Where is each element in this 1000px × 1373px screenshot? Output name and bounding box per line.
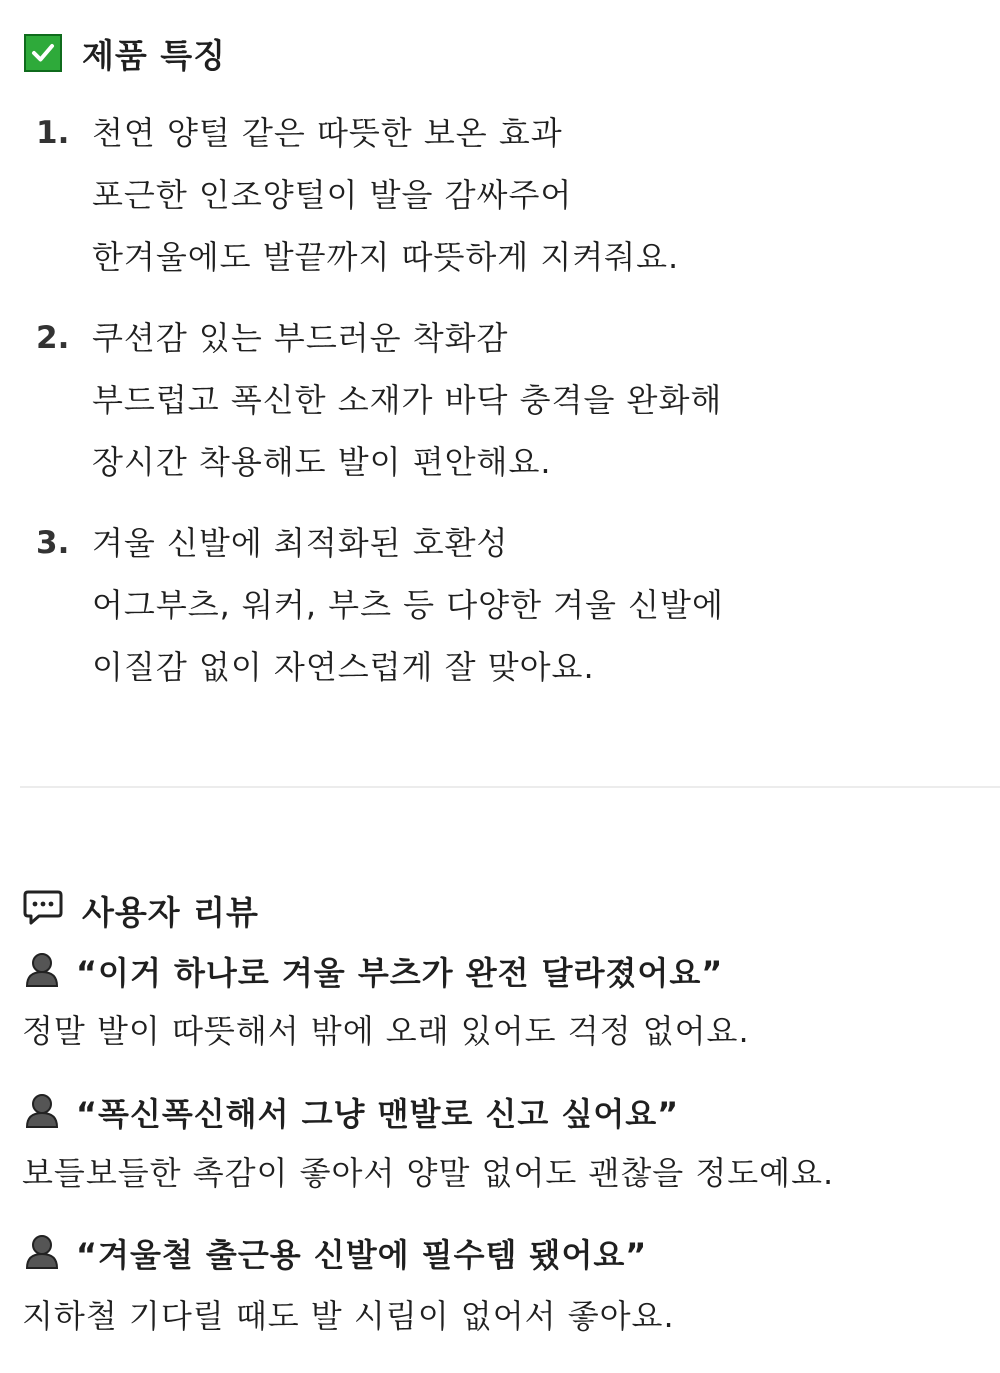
feature-title: 천연 양털 같은 따뜻한 보온 효과: [92, 114, 563, 152]
section-divider: [20, 786, 1000, 788]
feature-number: 3.: [36, 525, 70, 561]
feature-number: 1.: [36, 115, 70, 151]
person-silhouette-icon: [24, 951, 60, 991]
review-quote: “겨울철 출근용 신발에 필수템 됐어요”: [76, 1236, 648, 1274]
review-quote: “이거 하나로 겨울 부츠가 완전 달라졌어요”: [76, 954, 724, 992]
feature-title: 쿠션감 있는 부드러운 착화감: [92, 319, 509, 357]
feature-description: 어그부츠, 워커, 부츠 등 다양한 겨울 신발에: [92, 586, 724, 624]
review-body: 보들보들한 촉감이 좋아서 양말 없어도 괜찮을 정도예요.: [22, 1154, 835, 1192]
feature-description: 장시간 착용해도 발이 편안해요.: [92, 443, 552, 481]
feature-description: 한겨울에도 발끝까지 따뜻하게 지켜줘요.: [92, 238, 680, 276]
review-quote-line: [24, 948, 723, 994]
reviews-title: 사용자 리뷰: [82, 892, 259, 932]
feature-number: 2.: [36, 320, 70, 356]
reviews-header: [22, 888, 259, 932]
review-body: 지하철 기다릴 때도 발 시림이 없어서 좋아요.: [22, 1297, 675, 1335]
feature-description: 포근한 인조양털이 발을 감싸주어: [92, 176, 573, 214]
review-body: 정말 발이 따뜻해서 밖에 오래 있어도 걱정 없어요.: [22, 1012, 750, 1050]
features-header: [24, 30, 226, 76]
review-quote: “폭신폭신해서 그냥 맨발로 신고 싶어요”: [76, 1095, 680, 1133]
feature-title: 겨울 신발에 최적화된 호환성: [92, 524, 509, 562]
speech-bubble-icon: [22, 889, 64, 931]
review-quote-line: [24, 1089, 679, 1135]
person-silhouette-icon: [24, 1233, 60, 1273]
review-quote-line: [24, 1230, 647, 1276]
feature-description: 이질감 없이 자연스럽게 잘 맞아요.: [92, 648, 595, 686]
feature-description: 부드럽고 폭신한 소재가 바닥 충격을 완화해: [92, 381, 723, 419]
person-silhouette-icon: [24, 1092, 60, 1132]
check-mark-button-icon: [24, 34, 62, 72]
features-title: 제품 특징: [82, 35, 227, 75]
